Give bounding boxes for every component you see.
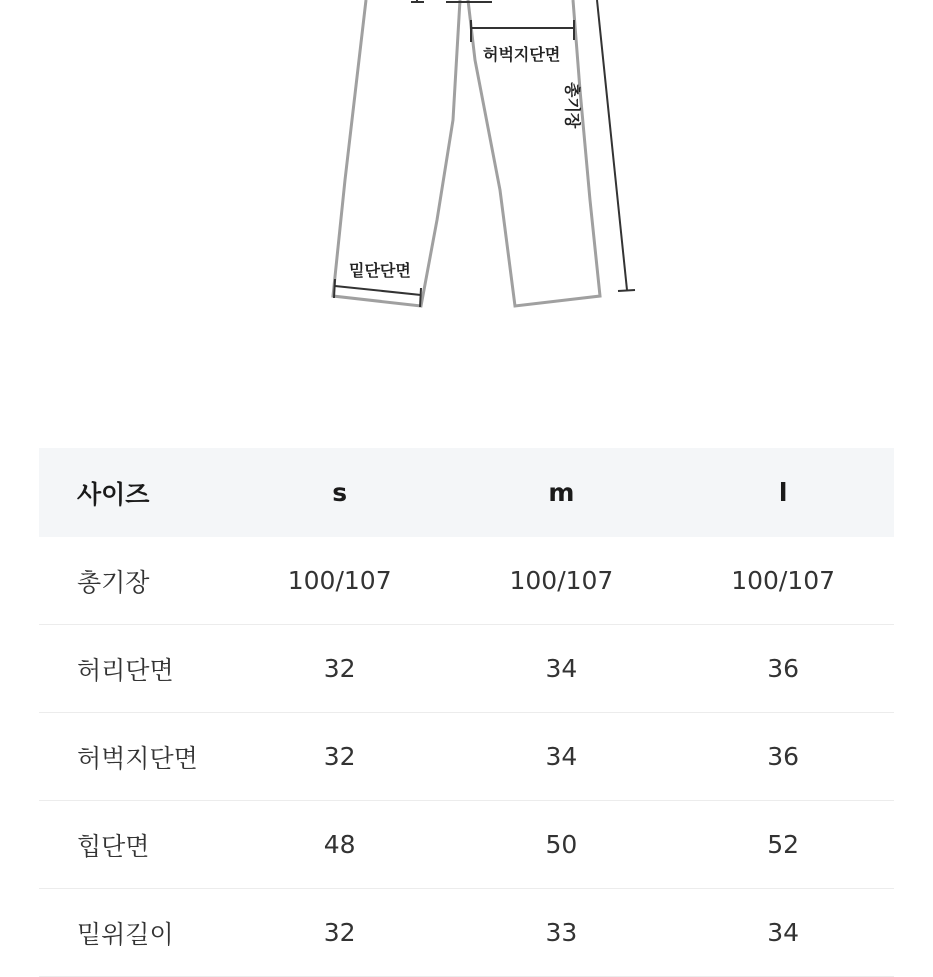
pants-diagram [0,0,933,340]
row-value-m: 33 [545,918,578,947]
row-value-s: 32 [323,918,356,947]
row-label: 힙단면 [77,831,150,861]
total-length-label: 총기장 [563,82,582,129]
header-size-s: s [332,478,348,507]
row-value-l: 100/107 [731,566,836,595]
row-label: 밑위길이 [77,919,174,949]
row-value-s: 32 [323,654,356,683]
row-value-l: 36 [767,742,800,771]
row-value-s: 100/107 [287,566,392,595]
header-size-l: l [778,478,788,507]
row-value-s: 48 [323,830,356,859]
row-value-l: 34 [767,918,800,947]
row-label: 총기장 [77,567,150,597]
hem-width-label: 밑단단면 [349,261,411,280]
table-row [39,537,894,625]
table-row [39,801,894,889]
hem-dimension-tick-left [334,279,335,298]
table-header-row [39,448,894,537]
size-table [39,448,894,977]
table-row [39,625,894,713]
total-length-dimension-tick [618,290,635,291]
hem-dimension-tick-right [420,288,421,307]
row-value-m: 50 [545,830,578,859]
row-value-m: 34 [545,742,578,771]
row-label: 허벅지단면 [77,743,198,773]
header-size-label: 사이즈 [77,479,150,509]
row-value-m: 100/107 [509,566,614,595]
row-label: 허리단면 [77,655,174,685]
row-value-l: 36 [767,654,800,683]
row-value-m: 34 [545,654,578,683]
row-value-s: 32 [323,742,356,771]
header-size-m: m [548,478,575,507]
table-row [39,889,894,977]
total-length-dimension-line [597,0,627,290]
hem-dimension-line [335,286,421,295]
thigh-width-label: 허벅지단면 [483,45,561,64]
table-row [39,713,894,801]
row-value-l: 52 [767,830,800,859]
pants-outline-illustration [0,0,933,340]
